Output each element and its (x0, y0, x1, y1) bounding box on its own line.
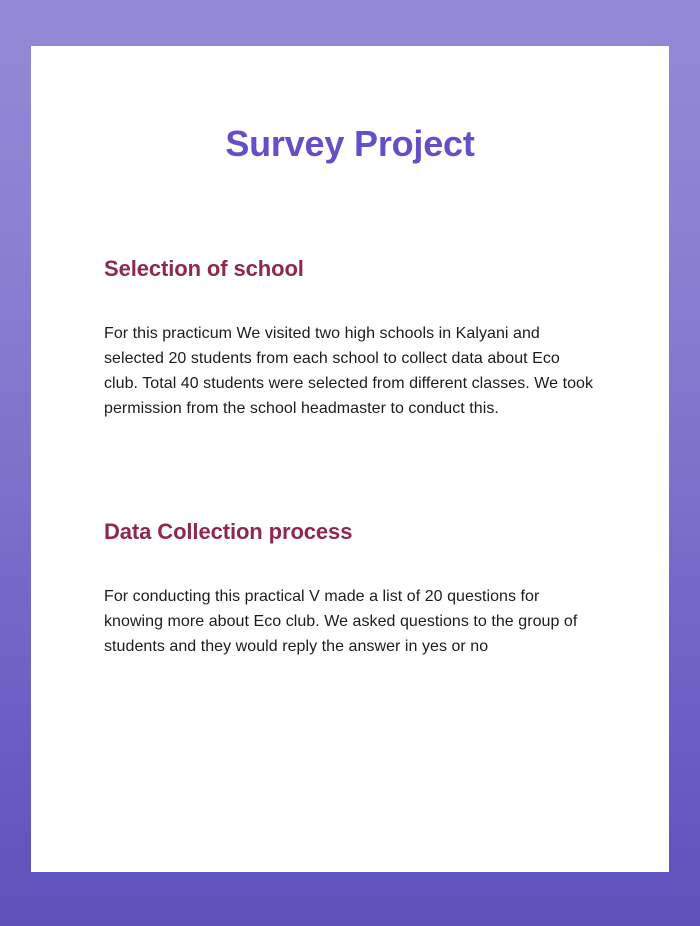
section-selection-of-school (104, 255, 596, 421)
section-heading-data-collection-process: Data Collection process (104, 519, 353, 544)
document-card-content (31, 46, 669, 872)
section-body-selection-of-school: For this practicum We visited two high schools in Kalyani and selected 20 students from each school to collect data about Eco club. Total 40 students were selected from different classes. We took permission from the school headmaster to conduct this. (104, 324, 598, 417)
section-heading-selection-of-school: Selection of school (104, 256, 304, 281)
document-card (31, 46, 669, 872)
section-body-data-collection-process: For conducting this practical V made a list of 20 questions for knowing more about Eco club. We asked questions to the group of students and they would reply the answer in yes or no (104, 587, 582, 655)
page-title: Survey Project (225, 123, 475, 164)
section-data-collection-process (104, 518, 596, 659)
